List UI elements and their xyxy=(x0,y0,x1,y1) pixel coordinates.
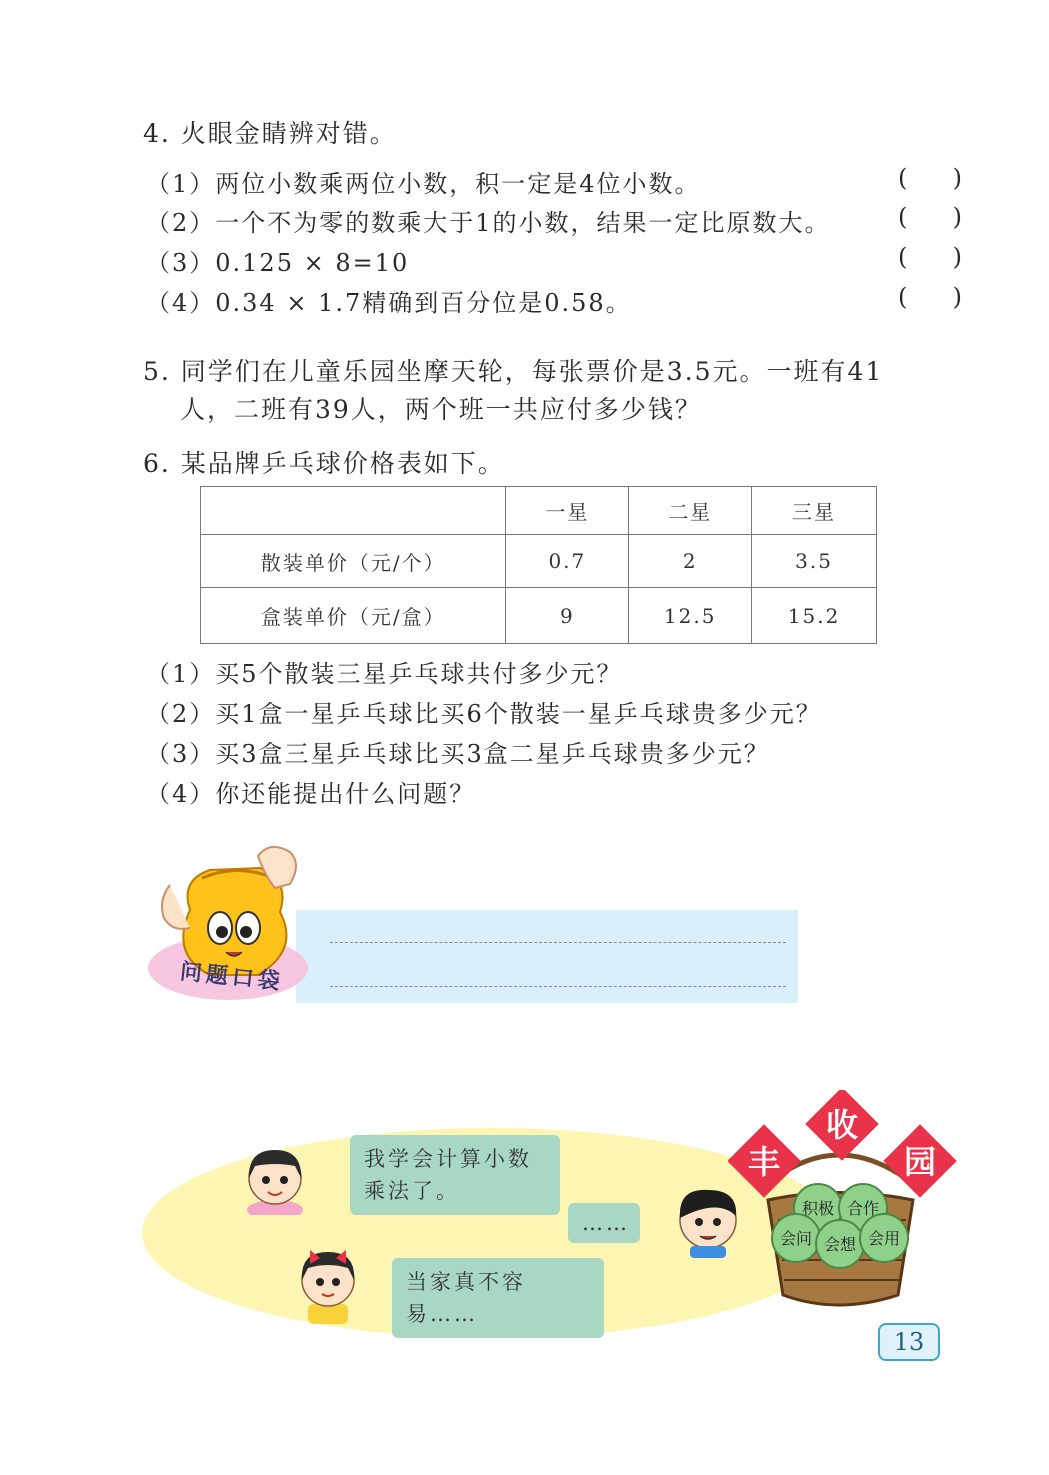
table-header-cell xyxy=(201,487,506,535)
answer-paren-2[interactable]: ( ) xyxy=(898,203,962,231)
table-cell: 3.5 xyxy=(752,535,877,588)
table-cell: 15.2 xyxy=(752,588,877,644)
q4-title: 4. 火眼金睛辨对错。 xyxy=(143,119,397,148)
answer-paren-3[interactable]: ( ) xyxy=(898,243,962,271)
page-number: 13 xyxy=(878,1323,940,1361)
table-header-row xyxy=(201,487,877,535)
speech-bubble-3: 当家真不容易…… xyxy=(392,1258,604,1338)
q4-item-2: （2）一个不为零的数乘大于1的小数，结果一定比原数大。 xyxy=(146,209,831,237)
q6-title: 6. 某品牌乒乓球价格表如下。 xyxy=(143,449,505,478)
q5-line-1: 5. 同学们在儿童乐园坐摩天轮，每张票价是3.5元。一班有41 xyxy=(143,357,884,386)
speech-bubble-2: …… xyxy=(568,1203,640,1243)
q4-item-4: （4）0.34 × 1.7精确到百分位是0.58。 xyxy=(146,289,632,317)
speech-bubble-1: 我学会计算小数乘法了。 xyxy=(350,1135,560,1215)
table-cell: 2 xyxy=(629,535,752,588)
sign-char: 丰 xyxy=(747,1143,781,1181)
table-cell: 12.5 xyxy=(629,588,752,644)
q6-item-1: （1）买5个散装三星乒乓球共付多少元？ xyxy=(146,660,623,688)
table-header-cell: 三星 xyxy=(752,487,877,535)
table-cell: 散装单价（元/个） xyxy=(201,535,506,588)
q4-item-1: （1）两位小数乘两位小数，积一定是4位小数。 xyxy=(146,170,701,198)
price-table xyxy=(200,486,877,644)
answer-line-1[interactable] xyxy=(330,942,786,943)
answer-paren-1[interactable]: ( ) xyxy=(898,164,962,192)
sign-char: 园 xyxy=(903,1143,937,1181)
table-header-cell: 二星 xyxy=(629,487,752,535)
girl-bow-avatar-icon xyxy=(290,1240,365,1325)
table-row xyxy=(201,535,877,588)
q6-item-2: （2）买1盒一星乒乓球比买6个散装一星乒乓球贵多少元？ xyxy=(146,700,822,728)
answer-paren-4[interactable]: ( ) xyxy=(898,283,962,311)
q4-item-3: （3）0.125 × 8=10 xyxy=(146,249,410,277)
girl-avatar-icon xyxy=(240,1140,310,1215)
table-header-cell: 一星 xyxy=(506,487,629,535)
table-cell: 9 xyxy=(506,588,629,644)
q5-line-2: 人，二班有39人，两个班一共应付多少钱？ xyxy=(180,395,702,424)
answer-line-2[interactable] xyxy=(330,986,786,987)
sign-char: 收 xyxy=(825,1106,859,1144)
apple-label: 会想 xyxy=(823,1235,857,1254)
apple-label: 会用 xyxy=(867,1229,901,1248)
table-row xyxy=(201,588,877,644)
q6-item-4: （4）你还能提出什么问题？ xyxy=(146,780,476,808)
pocket-answer-area[interactable] xyxy=(296,910,798,1003)
apple-label: 会问 xyxy=(779,1229,813,1248)
table-cell: 盒装单价（元/盒） xyxy=(201,588,506,644)
pocket-label: 问题口袋 xyxy=(178,959,285,996)
harvest-basket-icon xyxy=(728,1090,958,1320)
apple-label: 合作 xyxy=(846,1199,880,1218)
apple-label: 积极 xyxy=(801,1199,835,1218)
table-cell: 0.7 xyxy=(506,535,629,588)
q6-item-3: （3）买3盒三星乒乓球比买3盒二星乒乓球贵多少元？ xyxy=(146,740,770,768)
